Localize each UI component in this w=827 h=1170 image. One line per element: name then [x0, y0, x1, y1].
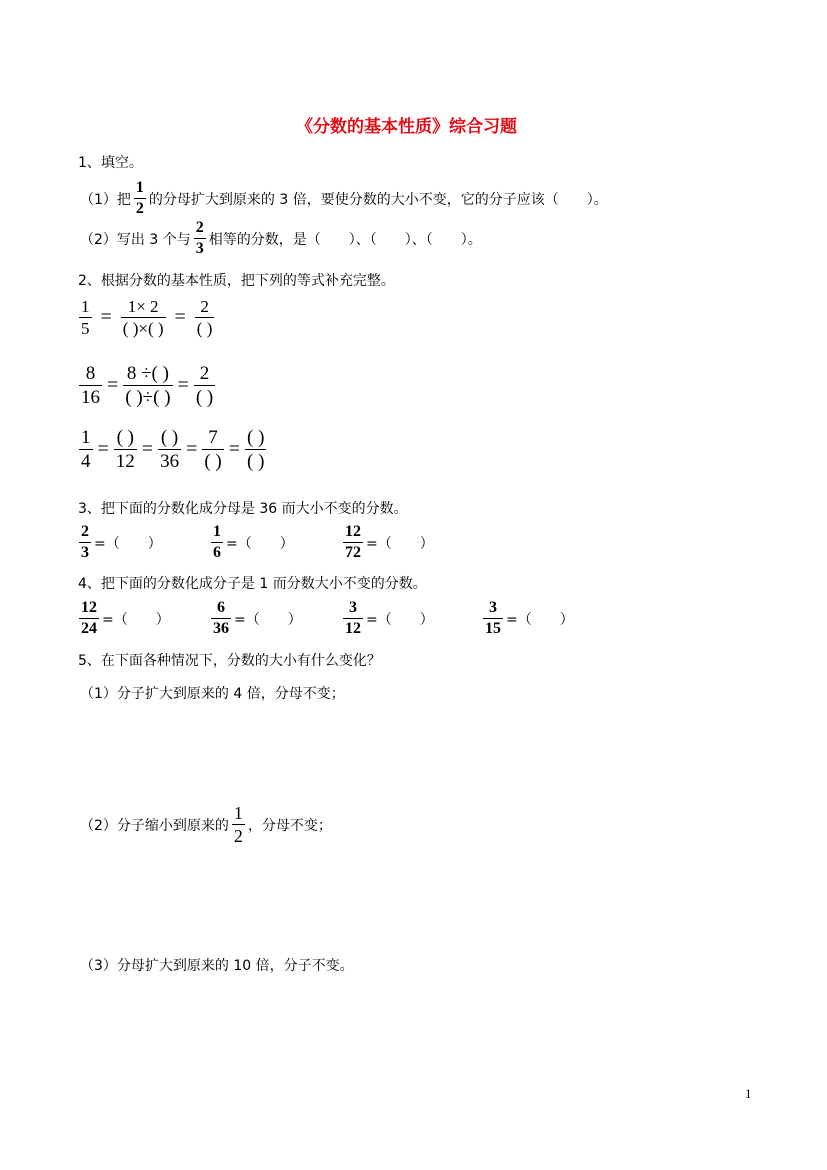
answer-blank: =（ ） [94, 535, 162, 552]
numerator: 1 [233, 803, 243, 823]
fraction-bar [79, 449, 93, 450]
q1-part1-pre: （1）把 [80, 191, 131, 208]
fraction-bar [134, 198, 146, 199]
fraction-bar [79, 618, 99, 619]
denominator: ( )÷( ) [125, 387, 171, 408]
fraction-bar [245, 449, 266, 450]
q5-part2-post: ，分母不变； [247, 817, 332, 834]
q4-item-1 [76, 600, 170, 637]
numerator: 8 ÷( ) [126, 363, 169, 384]
denominator: 36 [213, 620, 229, 637]
equals-sign: = [107, 374, 119, 396]
fraction [79, 364, 102, 407]
q4-heading: 4、把下面的分数化成分子是 1 而分数大小不变的分数。 [78, 576, 427, 592]
q5-part2 [80, 804, 332, 845]
numerator: 2 [81, 523, 89, 540]
q4-item-4 [480, 600, 574, 637]
fraction [211, 524, 223, 561]
denominator: ( ) [247, 451, 265, 472]
answer-blank: =（ ） [226, 535, 294, 552]
q2-equation-1 [76, 298, 217, 337]
q4-item-3 [340, 600, 434, 637]
fraction [343, 600, 363, 637]
q5-heading: 5、在下面各种情况下，分数的大小有什么变化？ [78, 653, 381, 669]
denominator: ( )×( ) [122, 319, 164, 338]
fraction [343, 524, 363, 561]
q1-part1-post: 的分母扩大到原来的 3 倍，要使分数的大小不变，它的分子应该（ ）。 [148, 191, 608, 208]
fraction [79, 600, 99, 637]
denominator: 12 [115, 451, 135, 472]
fraction-bar [232, 824, 245, 825]
numerator: ( ) [247, 427, 265, 448]
fraction-bar [194, 385, 215, 386]
numerator: 8 [85, 363, 96, 384]
numerator: 2 [199, 363, 210, 384]
fraction-bar [211, 542, 223, 543]
fraction [245, 428, 266, 471]
page-number: 1 [745, 1086, 752, 1101]
fraction-bar [343, 618, 363, 619]
denominator: 36 [160, 451, 180, 472]
numerator: 1 [81, 297, 90, 316]
denominator: 5 [81, 319, 90, 338]
equals-sign: = [100, 306, 112, 328]
denominator: 3 [195, 240, 204, 257]
equals-sign: = [177, 374, 189, 396]
denominator: ( ) [196, 319, 213, 338]
q5-part1: （1）分子扩大到原来的 4 倍，分母不变； [80, 686, 345, 702]
fraction-bar [195, 317, 215, 318]
q2-equation-2 [76, 364, 218, 407]
fraction-bar [158, 449, 181, 450]
fraction [483, 600, 503, 637]
q3-item-3 [340, 524, 434, 561]
denominator: 4 [81, 451, 91, 472]
fraction-bar [202, 449, 223, 450]
fraction [195, 298, 215, 337]
equals-sign: = [141, 438, 154, 460]
answer-blank: =（ ） [366, 535, 434, 552]
fraction-bar [79, 542, 91, 543]
fraction [194, 364, 215, 407]
numerator: 1× 2 [127, 297, 159, 316]
answer-blank: =（ ） [366, 611, 434, 628]
fraction [79, 298, 92, 337]
fraction-bar [114, 449, 137, 450]
denominator: 16 [81, 387, 100, 408]
fraction [114, 428, 137, 471]
numerator: 1 [213, 523, 221, 540]
fraction-one-half [232, 804, 245, 845]
equals-sign: = [228, 438, 241, 460]
denominator: 2 [135, 200, 144, 217]
fraction-bar [79, 385, 102, 386]
fraction [79, 524, 91, 561]
denominator: 2 [233, 826, 243, 846]
numerator: 1 [81, 427, 91, 448]
fraction-bar [121, 317, 166, 318]
numerator: ( ) [160, 427, 179, 448]
fraction-bar [211, 618, 231, 619]
numerator: 12 [345, 523, 361, 540]
numerator: 12 [81, 599, 97, 616]
fraction [123, 364, 172, 407]
answer-blank: =（ ） [506, 611, 574, 628]
numerator: 3 [489, 599, 497, 616]
denominator: ( ) [195, 387, 214, 408]
denominator: 24 [81, 620, 97, 637]
numerator: 7 [208, 427, 218, 448]
numerator: 1 [135, 179, 144, 196]
q1-part2-post: 相等的分数，是（ ）、（ ）、（ ）。 [208, 231, 482, 248]
answer-blank: =（ ） [102, 611, 170, 628]
fraction-bar [79, 317, 92, 318]
fraction [121, 298, 166, 337]
numerator: ( ) [116, 427, 134, 448]
equals-sign: = [97, 438, 109, 460]
fraction-one-half [134, 180, 146, 217]
page-title: 《分数的基本性质》综合习题 [296, 117, 517, 137]
q1-part1 [80, 180, 608, 217]
q2-heading: 2、根据分数的基本性质，把下列的等式补充完整。 [78, 273, 395, 289]
denominator: 6 [213, 544, 221, 561]
fraction [211, 600, 231, 637]
q4-item-2 [208, 600, 302, 637]
fraction-bar [483, 618, 503, 619]
q5-part3: （3）分母扩大到原来的 10 倍，分子不变。 [80, 958, 354, 974]
q3-item-2 [208, 524, 294, 561]
q2-equation-3 [76, 428, 269, 471]
denominator: 72 [345, 544, 361, 561]
equals-sign: = [174, 306, 186, 328]
q1-heading: 1、填空。 [78, 155, 143, 171]
equals-sign: = [186, 438, 198, 460]
fraction-bar [343, 542, 363, 543]
q1-part2 [80, 220, 482, 257]
fraction-bar [123, 385, 172, 386]
fraction [79, 428, 93, 471]
q1-part2-pre: （2）写出 3 个与 [80, 231, 191, 248]
denominator: 15 [485, 620, 501, 637]
fraction [202, 428, 223, 471]
answer-blank: =（ ） [234, 611, 302, 628]
numerator: 3 [349, 599, 357, 616]
fraction [158, 428, 181, 471]
numerator: 6 [217, 599, 225, 616]
numerator: 2 [200, 297, 209, 316]
fraction-bar [194, 238, 206, 239]
q3-item-1 [76, 524, 162, 561]
q5-part2-pre: （2）分子缩小到原来的 [80, 817, 229, 834]
denominator: 3 [81, 544, 89, 561]
q3-heading: 3、把下面的分数化成分母是 36 而大小不变的分数。 [78, 501, 408, 517]
denominator: 12 [345, 620, 361, 637]
numerator: 2 [195, 219, 204, 236]
denominator: ( ) [204, 451, 222, 472]
fraction-two-thirds [194, 220, 206, 257]
